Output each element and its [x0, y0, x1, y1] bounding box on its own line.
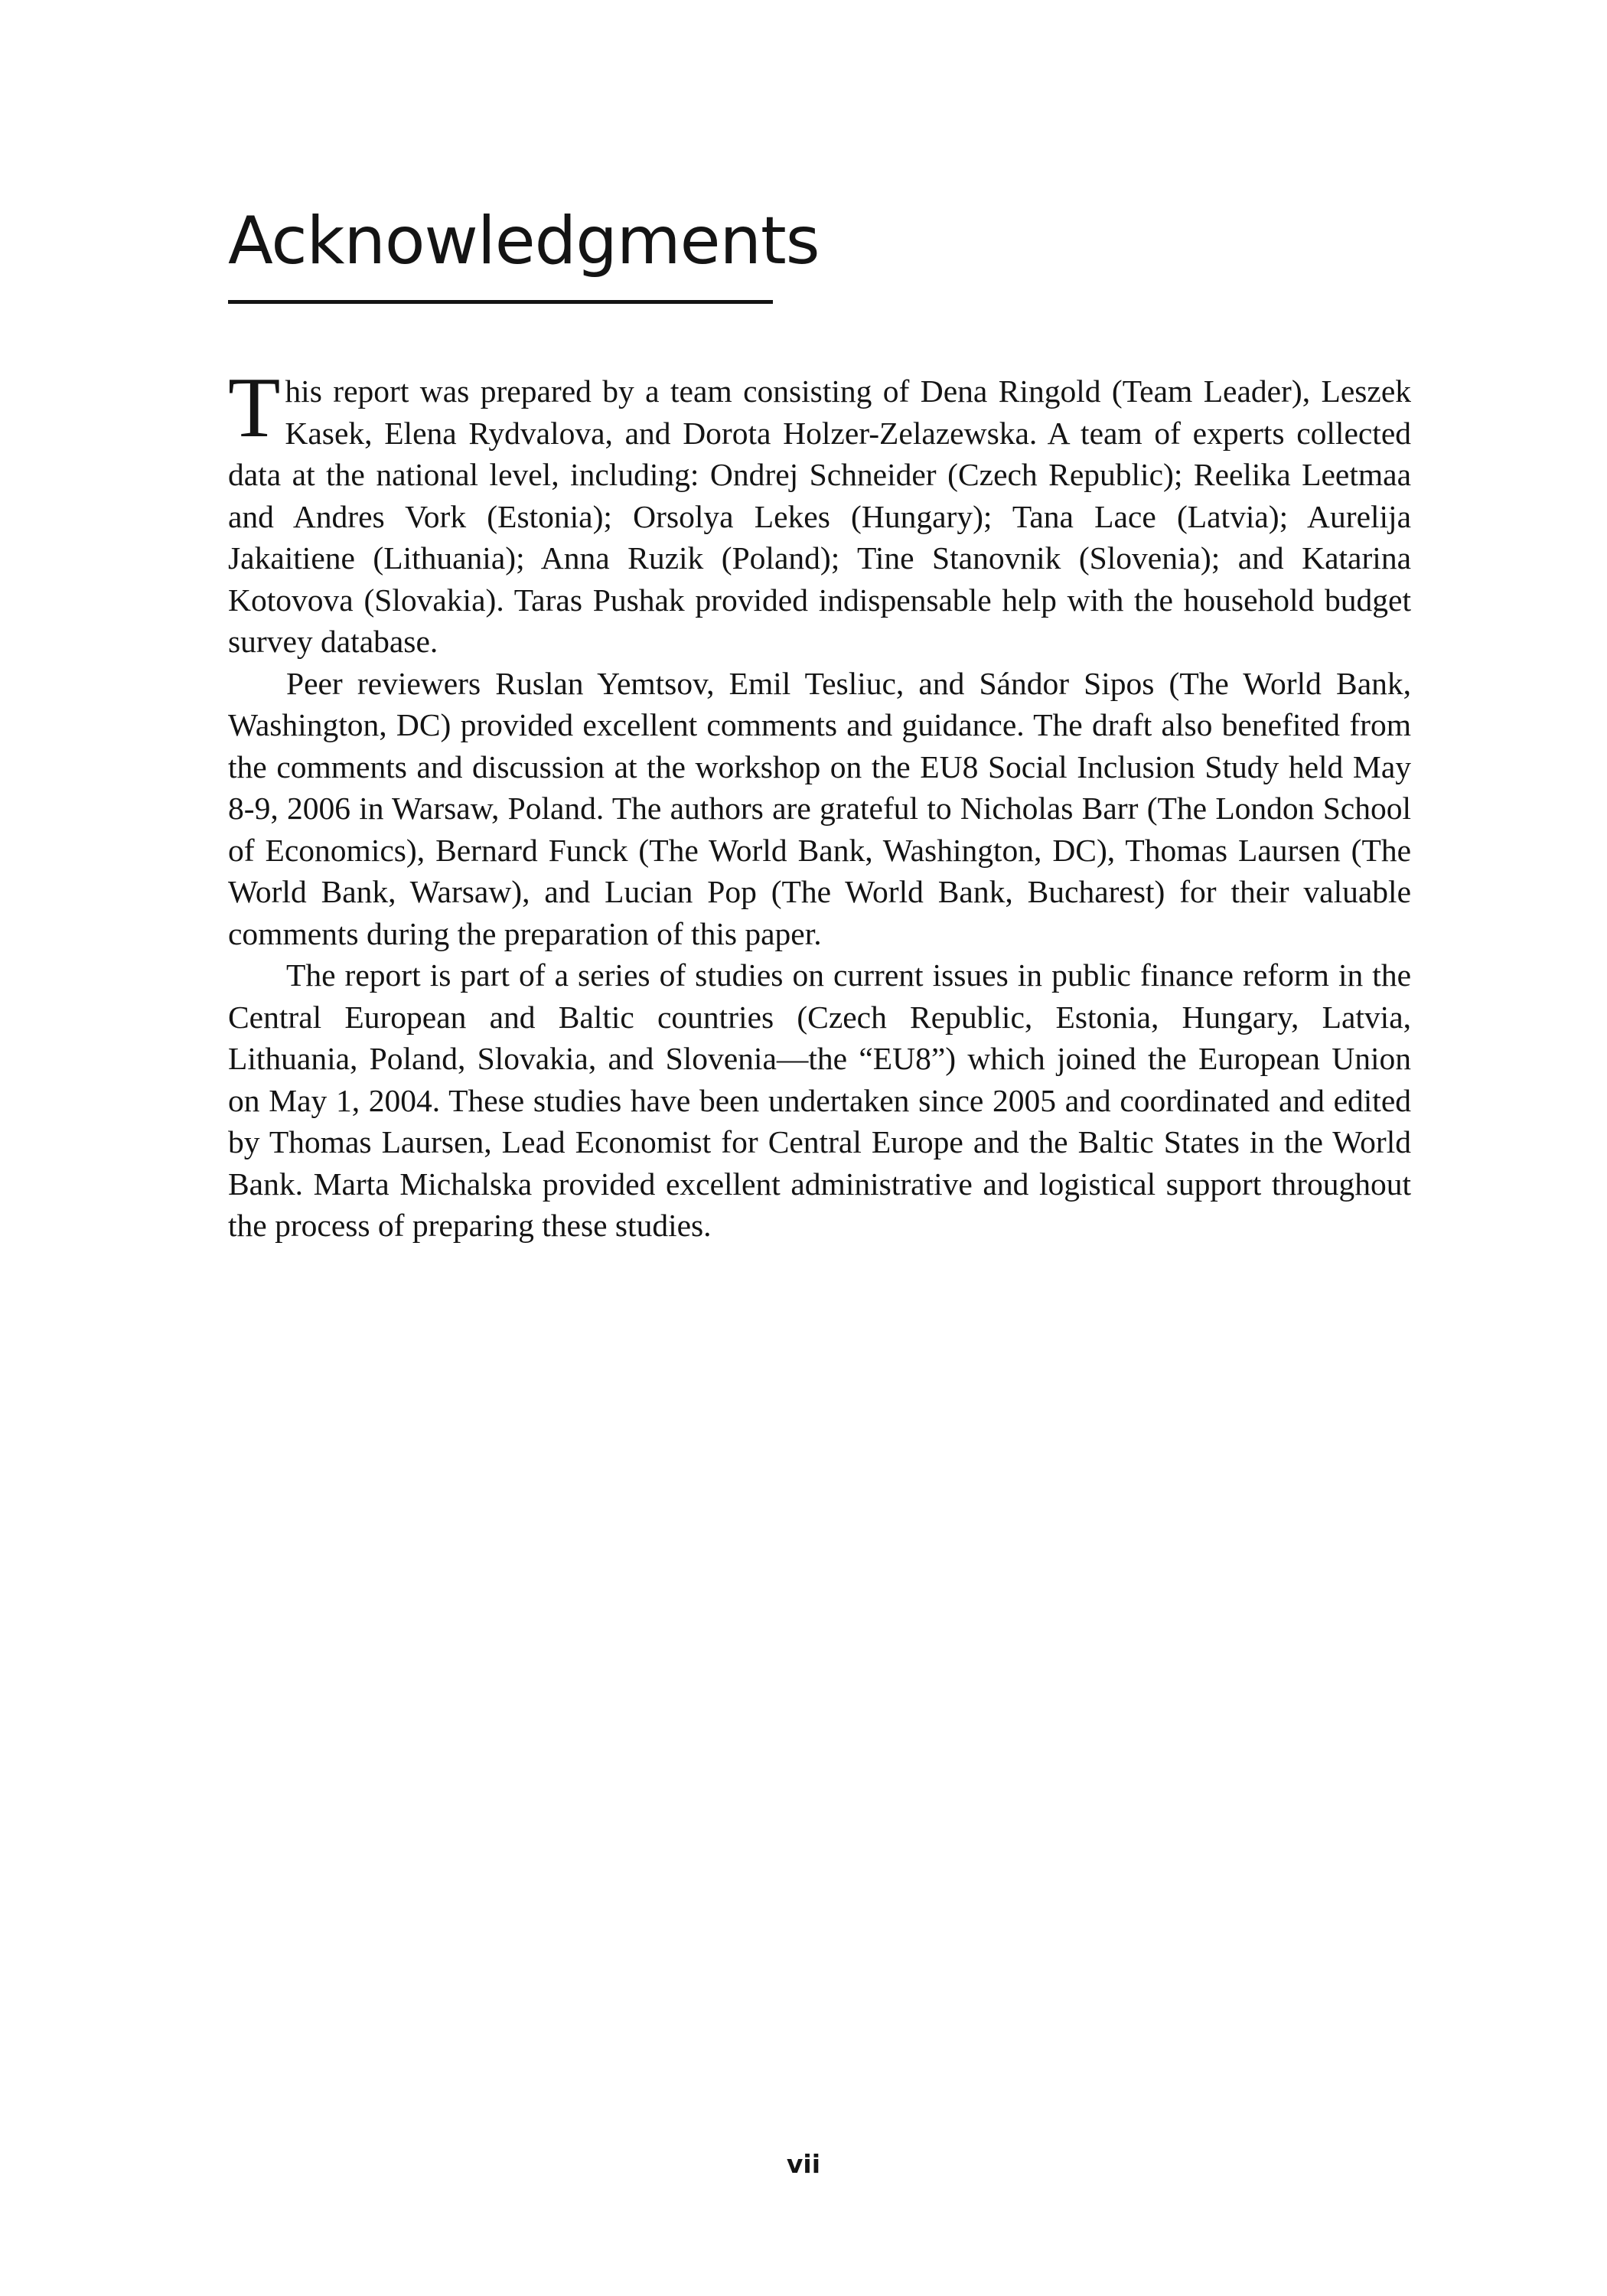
drop-cap: T: [228, 360, 281, 455]
page-title: Acknowledgments: [228, 203, 820, 279]
paragraph-3: The report is part of a series of studies on current issues in public finance reform in the Central European and Baltic countries (Czech Republic, Estonia, Hungary, Latvia, Lithuania, Poland, Slovakia, and Slovenia—the “EU8”) which joined the European Union on May 1, 2004. These studies have been undertaken since 2005 and coordinated and edited by Thomas Laursen, Lead Economist for Central Europe and the Baltic States in the World Bank. Marta Michalska provided excellent administrative and logistical support throughout the process of preparing these studies.: [228, 957, 1411, 1243]
body-text: [228, 360, 1411, 1247]
page-number: vii: [786, 2149, 821, 2179]
paragraph-2: Peer reviewers Ruslan Yemtsov, Emil Tesliuc, and Sándor Sipos (The World Bank, Washington, DC) provided excellent comments and guidance. The draft also benefited from the comments and discussion at the workshop on the EU8 Social Inclusion Study held May 8-9, 2006 in Warsaw, Poland. The authors are grateful to Nicholas Barr (The London School of Economics), Bernard Funck (The World Bank, Washington, DC), Thomas Laursen (The World Bank, Warsaw), and Lucian Pop (The World Bank, Bucharest) for their valuable comments during the preparation of this paper.: [228, 665, 1411, 951]
paragraph-1: [228, 360, 1411, 663]
title-underline: [228, 300, 773, 304]
paragraph-1-text: his report was prepared by a team consisting of Dena Ringold (Team Leader), Leszek Kasek, Elena Rydvalova, and Dorota Holzer-Zelazewska. A team of experts collected data at the national level, including: Ondrej Schneider (Czech Republic); Reelika Leetmaa and Andres Vork (Estonia); Orsolya Lekes (Hungary); Tana Lace (Latvia); Aurelija Jakaitiene (Lithuania); Anna Ruzik (Poland); Tine Stanovnik (Slovenia); and Katarina Kotovova (Slovakia). Taras Pushak provided indispensable help with the household budget survey database.: [228, 373, 1411, 659]
